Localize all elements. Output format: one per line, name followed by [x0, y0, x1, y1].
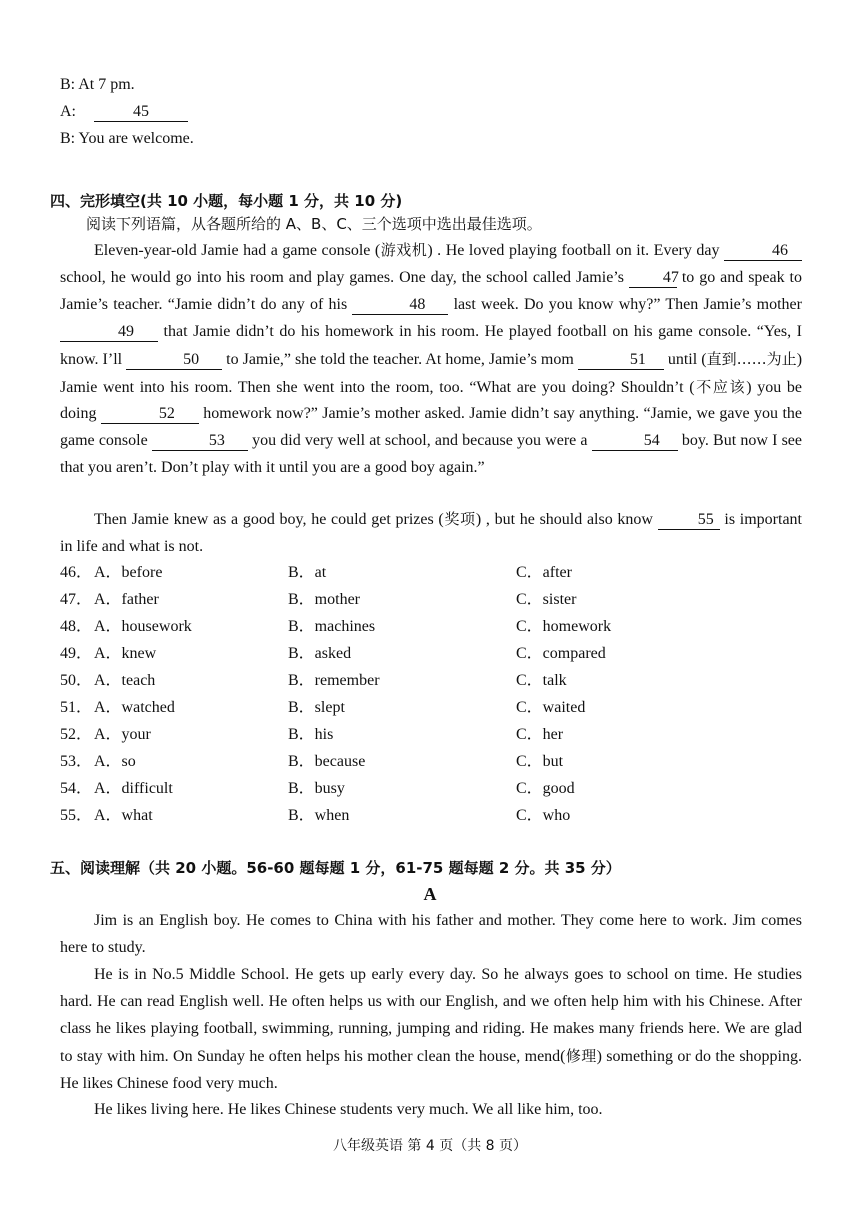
option-c[interactable]: C．but [516, 753, 564, 770]
option-a[interactable]: A．father [94, 591, 159, 608]
answer-blank-49[interactable]: 49 [60, 323, 158, 342]
cloze-passage-p1: Eleven-year-old Jamie had a game console (游戏机) . He loved playing football on it. Every day 46 school, he would go into his room and play games. One day, the school called Jamie’s 47 to go and speak to Jamie’s teacher. “Jamie didn’t do any of his 48 last week. Do you know why?” Then Jamie’s mother 49 that Jamie didn’t do his homework in his room. He played football on his game console. “Yes, I know. I’ll 50 to Jamie,” she told the teacher. At home, Jamie’s mom 51 until (直到……为止) Jamie went into his room. Then she went into the room, too. “What are you doing? Shouldn’t (不应该) you be doing 52 homework now?” Jamie’s mother asked. Jamie didn’t say anything. “Jamie, we gave you the game console 53 you did very well at school, and because you were a 54 boy. But now I see that you aren’t. Don’t play with it until you are a good boy again.” [60, 241, 803, 477]
page-footer: 八年级英语 第 4 页（共 8 页） [332, 1138, 528, 1154]
dialog-label-a: A: [60, 103, 76, 120]
section-5-title: 五、阅读理解（共 20 小题。56-60 题每题 1 分，61-75 题每题 2 分。共 35 分） [50, 859, 621, 877]
option-b[interactable]: B．asked [288, 645, 352, 662]
option-b[interactable]: B．slept [288, 699, 345, 716]
option-c[interactable]: C．talk [516, 672, 567, 689]
option-row: 54． A．difficult B．busy C．good [60, 775, 820, 802]
answer-blank-54[interactable]: 54 [592, 432, 678, 451]
option-row: 51． A．watched B．slept C．waited [60, 694, 820, 721]
answer-blank-52[interactable]: 52 [101, 405, 199, 424]
option-b[interactable]: B．mother [288, 591, 360, 608]
option-a[interactable]: A．so [94, 753, 136, 770]
dialog-line-a [60, 102, 188, 122]
option-b[interactable]: B．busy [288, 780, 345, 797]
option-a[interactable]: A．housework [94, 618, 192, 635]
reading-passage-p3: He likes living here. He likes Chinese students very much. We all like him, too. [94, 1101, 603, 1118]
answer-blank-47[interactable]: 47 [629, 269, 677, 288]
option-row: 50． A．teach B．remember C．talk [60, 667, 820, 694]
section-4-title: 四、完形填空(共 10 小题，每小题 1 分，共 10 分) [50, 192, 403, 210]
option-b[interactable]: B．when [288, 807, 350, 824]
answer-blank-53[interactable]: 53 [152, 432, 248, 451]
option-a[interactable]: A．teach [94, 672, 156, 689]
cloze-passage-p2: Then Jamie knew as a good boy, he could get prizes (奖项) , but he should also know 55 is important in life and what is not. [60, 510, 802, 555]
answer-blank-48[interactable]: 48 [352, 296, 448, 315]
option-b[interactable]: B．machines [288, 618, 376, 635]
option-b[interactable]: B．at [288, 564, 327, 581]
section-4-instruction: 阅读下列语篇，从各题所给的 A、B、C、三个选项中选出最佳选项。 [86, 215, 542, 233]
option-a[interactable]: A．watched [94, 699, 175, 716]
option-a[interactable]: A．difficult [94, 780, 173, 797]
option-row: 46． A．before B．at C．after [60, 559, 820, 586]
option-c[interactable]: C．sister [516, 591, 577, 608]
option-a[interactable]: A．your [94, 726, 151, 743]
option-a[interactable]: A．knew [94, 645, 157, 662]
option-row: 47． A．father B．mother C．sister [60, 586, 820, 613]
dialog-line-b1: B: At 7 pm. [60, 76, 135, 93]
answer-blank-46[interactable]: 46 [724, 242, 802, 261]
option-c[interactable]: C．her [516, 726, 564, 743]
option-c[interactable]: C．who [516, 807, 571, 824]
option-row: 48． A．housework B．machines C．homework [60, 613, 820, 640]
option-c[interactable]: C．compared [516, 645, 606, 662]
option-c[interactable]: C．after [516, 564, 572, 581]
option-c[interactable]: C．homework [516, 618, 612, 635]
option-c[interactable]: C．waited [516, 699, 586, 716]
option-a[interactable]: A．what [94, 807, 153, 824]
dialog-line-b2: B: You are welcome. [60, 130, 194, 147]
answer-blank-55[interactable]: 55 [658, 511, 720, 530]
option-row: 55． A．what B．when C．who [60, 802, 820, 829]
reading-passage-p2: He is in No.5 Middle School. He gets up early every day. So he always goes to school on time. He studies hard. He can read English well. He often helps us with our English, and we often help him with his Chinese. After class he likes playing football, swimming, running, jumping and riding. He makes many friends here. We are glad to stay with him. On Sunday he often helps his mother clean the house, mend(修理) something or do the shopping. He likes Chinese food very much. [60, 966, 802, 1092]
option-a[interactable]: A．before [94, 564, 163, 581]
option-row: 49． A．knew B．asked C．compared [60, 640, 820, 667]
answer-blank-51[interactable]: 51 [578, 351, 664, 370]
option-b[interactable]: B．his [288, 726, 334, 743]
reading-passage-p1: Jim is an English boy. He comes to China with his father and mother. They come here to work. Jim comes here to study. [60, 912, 802, 956]
option-row: 53． A．so B．because C．but [60, 748, 820, 775]
option-b[interactable]: B．because [288, 753, 366, 770]
option-b[interactable]: B．remember [288, 672, 380, 689]
answer-blank-45[interactable]: 45 [94, 103, 188, 122]
passage-letter: A [423, 884, 437, 904]
option-row: 52． A．your B．his C．her [60, 721, 820, 748]
option-c[interactable]: C．good [516, 780, 575, 797]
answer-blank-50[interactable]: 50 [126, 351, 222, 370]
